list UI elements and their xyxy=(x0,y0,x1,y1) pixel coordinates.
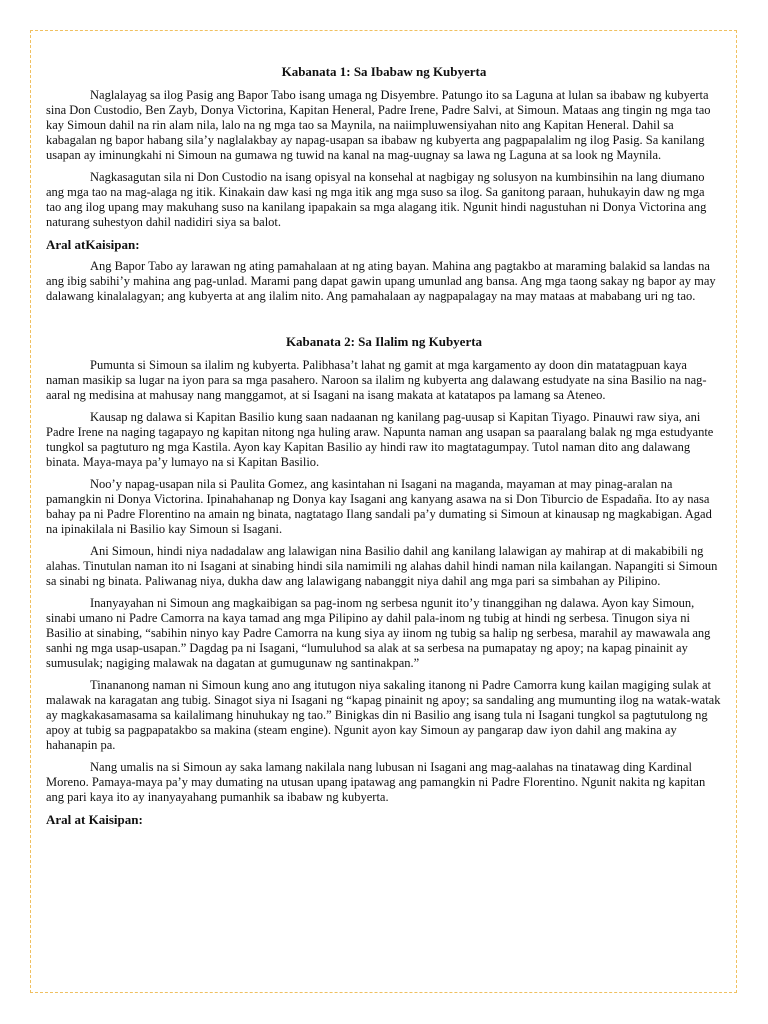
chapter-1-lesson-paragraph: Ang Bapor Tabo ay larawan ng ating pamahalaan at ng ating bayan. Mahina ang pagtakbo at maraming balakid sa landas na ang ibig sabihi’y mahina ang pag-unlad. Marami pang dapat gawin upang umunlad ang bansa. Ang mga taong sakay ng bapor ay may dalawang kinalalagyan; ang kubyerta at ang ilalim nito. Ang pamahalaan ay nagpapalagay na may mataas at mababang uri ng tao. xyxy=(46,259,716,303)
chapter-2-paragraph: Tinananong naman ni Simoun kung ano ang itutugon niya sakaling itanong ni Padre Camorra kung kailan magiging sulak at malawak na karagatan ang tubig. Sinagot siya ni Isagani ng “kapag pinainit ng apoy; sa sandaling ang mumunting ilog na watak-watak ay magkakasamasama sa kailalimang hinuhukay ng tao.” Binigkas din ni Basilio ang isang tula ni Isagani tungkol sa pagtutulong ng apoy at tubig sa pagpapatakbo sa makina (steam engine). Ngunit ayon kay Simoun ay pangarap daw iyon dahil ang makina ay hahanapin pa. xyxy=(46,678,721,752)
chapter-2-paragraph: Ani Simoun, hindi niya nadadalaw ang lalawigan nina Basilio dahil ang kanilang lalawigan ay mahirap at di makabibili ng alahas. Tinutulan naman ito ni Isagani at sinabing hindi sila namimili ng alahas dahil hindi naman nila kailangan. Napangiti si Simoun sa sinabi ng binata. Paliwanag niya, dukha daw ang lalawigang nabanggit niya dahil ang mga pari sa simbahan ay Pilipino. xyxy=(46,544,718,588)
chapter-1-lesson-heading: Aral atKaisipan: xyxy=(46,237,140,252)
chapter-2-lesson-heading: Aral at Kaisipan: xyxy=(46,812,143,827)
chapter-2-paragraph: Inanyayahan ni Simoun ang magkaibigan sa pag-inom ng serbesa ngunit ito’y tinanggihan ng dalawa. Ayon kay Simoun, sinabi umano ni Padre Camorra na kaya tamad ang mga Pilipino ay dahil pala-inom ng tubig at hindi ng serbesa. Tinugon siya ni Basilio at sinabing, “sabihin ninyo kay Padre Camorra na kung siya ay iinom ng tubig sa halip ng serbesa, marahil ay mawawala ang sanhi ng mga usap-usapan.” Dagdag pa ni Isagani, “lumuluhod sa alak at sa serbesa na pumapatay ng apoy; na kapag pinainit ay sumusulak; nagiging malawak na dagatan at gumugunaw ng santinakpan.” xyxy=(46,596,711,670)
chapter-1-paragraph: Nagkasagutan sila ni Don Custodio na isang opisyal na konsehal at nagbigay ng solusyon na kumbinsihin na lang diumano ang mga tao na mag-alaga ng itik. Kinakain daw kasi ng mga itik ang mga suso sa ilog. Sa ganitong paraan, huhukayin daw ng mga tao ang ilog upang may makuhang suso na kanilang ipapakain sa mga alagang itik. Ngunit hindi nagustuhan ni Donya Victorina ang naturang suhestyon dahil nadidiri siya sa balot. xyxy=(46,170,707,229)
chapter-2-paragraph: Kausap ng dalawa si Kapitan Basilio kung saan nadaanan ng kanilang pag-uusap si Kapitan Tiyago. Pinauwi raw siya, ani Padre Irene na naging tagapayo ng kapitan nitong nga huling araw. Napunta naman ang usapan sa paaralang balak ng mga estudyante tungkol sa pagtuturo ng mga Kastila. Ayon kay Kapitan Basilio ay hindi raw ito magtatagumpay. Tutol naman dito ang dalawang binata. Maya-maya pa’y lumayo na si Kapitan Basilio. xyxy=(46,410,714,469)
chapter-2-paragraph: Noo’y napag-usapan nila si Paulita Gomez, ang kasintahan ni Isagani na maganda, mayaman at may pinag-aralan na pamangkin ni Donya Victorina. Ipinahahanap ng Donya kay Isagani ang kanyang asawa na si Don Tiburcio de Espadaña. Ito ay nasa bahay pa ni Padre Florentino na amain ng binata, nagtatago Ilang sandali pa’y dumating si Simoun at kinausap ng magkabigan. Agad na ipinakilala ni Basilio kay Simoun si Isagani. xyxy=(46,477,712,536)
chapter-2-title: Kabanata 2: Sa Ilalim ng Kubyerta xyxy=(285,334,483,349)
document-body xyxy=(46,64,722,834)
chapter-1-paragraph: Naglalayag sa ilog Pasig ang Bapor Tabo isang umaga ng Disyembre. Patungo ito sa Laguna at lulan sa ibabaw ng kubyerta sina Don Custodio, Ben Zayb, Donya Victorina, Kapitan Heneral, Padre Irene, Padre Salvi, at Simoun. Mataas ang tingin ng mga tao kay Simoun dahil na rin alam nila, lalo na ng mga tao sa Maynila, na naiimpluwensiyahan nito ang Kapitan Heneral. Dahil sa kabagalan ng bapor habang sila’y naglalakbay ay napag-usapan sa ibabaw ng kubyerta ang pagpapalalim ng ilog Pasig. Sa kanilang usapan ay iminungkahi ni Simoun na gumawa ng tuwid na kanal na mag-uugnay sa lawa ng Laguna at sa look ng Maynila. xyxy=(46,88,711,162)
chapter-2-paragraph: Pumunta si Simoun sa ilalim ng kubyerta. Palibhasa’t lahat ng gamit at mga kargamento ay doon din matatagpuan kaya naman masikip sa lugar na iyon para sa mga pasahero. Naroon sa ilalim ng kubyerta ang dalawang estudyate na sina Basilio na nag-aaral ng medisina at mahusay nang manggamot, at si Isagani na isang makata at katatapos pa lamang sa Ateneo. xyxy=(46,358,707,402)
chapter-2-paragraph: Nang umalis na si Simoun ay saka lamang nakilala nang lubusan ni Isagani ang mag-aalahas na tinatawag ding Kardinal Moreno. Pamaya-maya pa’y may dumating na utusan upang ipatawag ang pamangkin ni Padre Florentino. Ngunit nakita ng kapitan ang pari kaya ito ay inanyayahang pumanhik sa ibabaw ng kubyerta. xyxy=(46,760,706,804)
chapter-1-title: Kabanata 1: Sa Ibabaw ng Kubyerta xyxy=(281,64,487,79)
